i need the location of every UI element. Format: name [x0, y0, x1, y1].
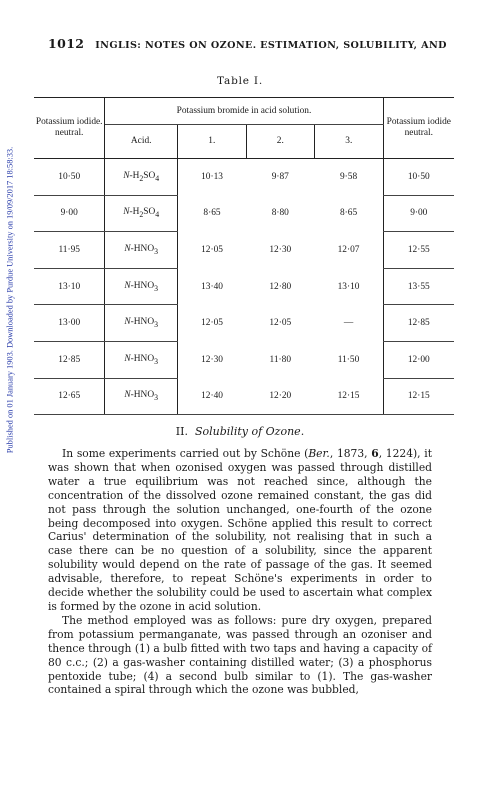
- kbr-value-1: 13·40: [201, 281, 223, 292]
- kbr-value-1: 12·30: [201, 354, 223, 365]
- running-title: INGLIS: NOTES ON OZONE. ESTIMATION, SOLUBILITY, AND: [95, 40, 447, 51]
- kbr-value-2: 12·05: [269, 318, 292, 329]
- kbr-value-1: 8·65: [203, 208, 221, 219]
- side-note-text: Published on 01 January 1903. Downloaded by Purdue University on 19/09/2017 18:58:33.: [5, 146, 15, 454]
- table-row: [34, 232, 454, 269]
- section-title: Solubility of Ozone.: [194, 425, 305, 438]
- ki-right-value: 10·50: [383, 159, 454, 196]
- ki-left-value: 12·65: [34, 378, 105, 415]
- kbr-value-3: —: [343, 318, 354, 329]
- acid-cell: $N-H_2SO_4$: [105, 159, 178, 196]
- ki-right-value: 9·00: [383, 195, 454, 232]
- kbr-value-3: 9·58: [339, 172, 358, 183]
- kbr-value-2: 12·20: [246, 378, 315, 415]
- acid-cell: $N-HNO_3$: [105, 268, 178, 305]
- body-text: [48, 447, 432, 697]
- page-number: 1012: [48, 36, 85, 51]
- section-number: II.: [175, 425, 188, 438]
- table-row: [34, 305, 454, 342]
- acid-cell: $N-HNO_3$: [105, 305, 178, 342]
- paragraph: In some experiments carried out by Schöne (Ber., 1873, 6, 1224), it was shown that when ozonised oxygen was passed through distilled water a true equilibrium was not reached since, although the concentration of the dissolved ozone remained constant, the gas did not pass through the solution unchanged, one-fourth of the ozone being decomposed into oxygen. Schöne applied this result to correct Carius' determination of the solubility, not realising that in such a case there can be no question of a solubility, since the apparent solubility would depend on the rate of passage of the gas. It seemed advisable, therefore, to repeat Schöne's experiments in order to decide whether the solubility could be used to ascertain what complex is formed by the ozone in acid solution.: [48, 447, 432, 613]
- citation-volume: 6: [371, 447, 379, 460]
- kbr-value-2: 12·30: [269, 244, 292, 255]
- ki-left-value: 11·95: [34, 232, 105, 269]
- kbr-value-3: 11·50: [337, 354, 360, 365]
- ki-left-value: 9·00: [34, 195, 105, 232]
- ki-left-value: 13·10: [34, 268, 105, 305]
- header-col-3: 3.: [315, 125, 384, 159]
- table-title: Table I.: [217, 75, 263, 87]
- kbr-value-3: 12·07: [337, 244, 360, 255]
- kbr-value-3: 13·10: [337, 281, 360, 292]
- header-col-2: 2.: [246, 125, 315, 159]
- ki-left-value: 10·50: [34, 159, 105, 196]
- ki-right-value: 12·00: [383, 341, 454, 378]
- kbr-value-2: 11·80: [269, 354, 292, 365]
- header-potassium-iodide-right: Potassium iodide neutral.: [383, 98, 454, 159]
- ki-left-value: 12·85: [34, 341, 105, 378]
- kbr-value-1: 12·40: [178, 378, 247, 415]
- table-row: [34, 195, 454, 232]
- header-acid: Acid.: [105, 125, 178, 159]
- kbr-value-1: 10·13: [201, 172, 223, 183]
- table-row: [34, 159, 454, 196]
- acid-cell: $N-H_2SO_4$: [105, 195, 178, 232]
- kbr-value-2: 8·80: [271, 208, 289, 219]
- ki-right-value: 12·85: [383, 305, 454, 342]
- acid-cell: $N-HNO_3$: [105, 232, 178, 269]
- ki-right-value: 12·55: [383, 232, 454, 269]
- paragraph: The method employed was as follows: pure dry oxygen, prepared from potassium permanganate, was passed through an ozoniser and thence through (1) a bulb fitted with two taps and having a capacity of 80 c.c.; (2) a gas-washer containing distilled water; (3) a phosphorus pentoxide tube; (4) a second bulb similar to (1). The gas-washer contained a spiral through which the ozone was bubbled,: [48, 613, 432, 697]
- kbr-value-3: 12·15: [315, 378, 384, 415]
- kbr-value-1: 12·05: [201, 244, 223, 255]
- table-row: [34, 378, 454, 415]
- kbr-value-2: 12·80: [269, 281, 292, 292]
- publication-side-note: [3, 80, 17, 520]
- acid-cell: $N-HNO_3$: [105, 341, 178, 378]
- results-table: [34, 97, 454, 415]
- table-row: [34, 268, 454, 305]
- kbr-value-1: 12·05: [201, 318, 223, 329]
- section-heading: [0, 425, 480, 438]
- table-row: [34, 341, 454, 378]
- header-col-1: 1.: [178, 125, 247, 159]
- citation-journal: Ber.: [308, 447, 330, 460]
- running-header: [48, 36, 447, 51]
- kbr-value-3: 8·65: [339, 208, 358, 219]
- header-potassium-iodide-left: Potassium iodide. neutral.: [34, 98, 105, 159]
- ki-left-value: 13·00: [34, 305, 105, 342]
- ki-right-value: 13·55: [383, 268, 454, 305]
- header-potassium-bromide: Potassium bromide in acid solution.: [105, 98, 383, 125]
- acid-cell: $N-HNO_3$: [105, 378, 178, 415]
- ki-right-value: 12·15: [383, 378, 454, 415]
- kbr-value-2: 9·87: [271, 172, 289, 183]
